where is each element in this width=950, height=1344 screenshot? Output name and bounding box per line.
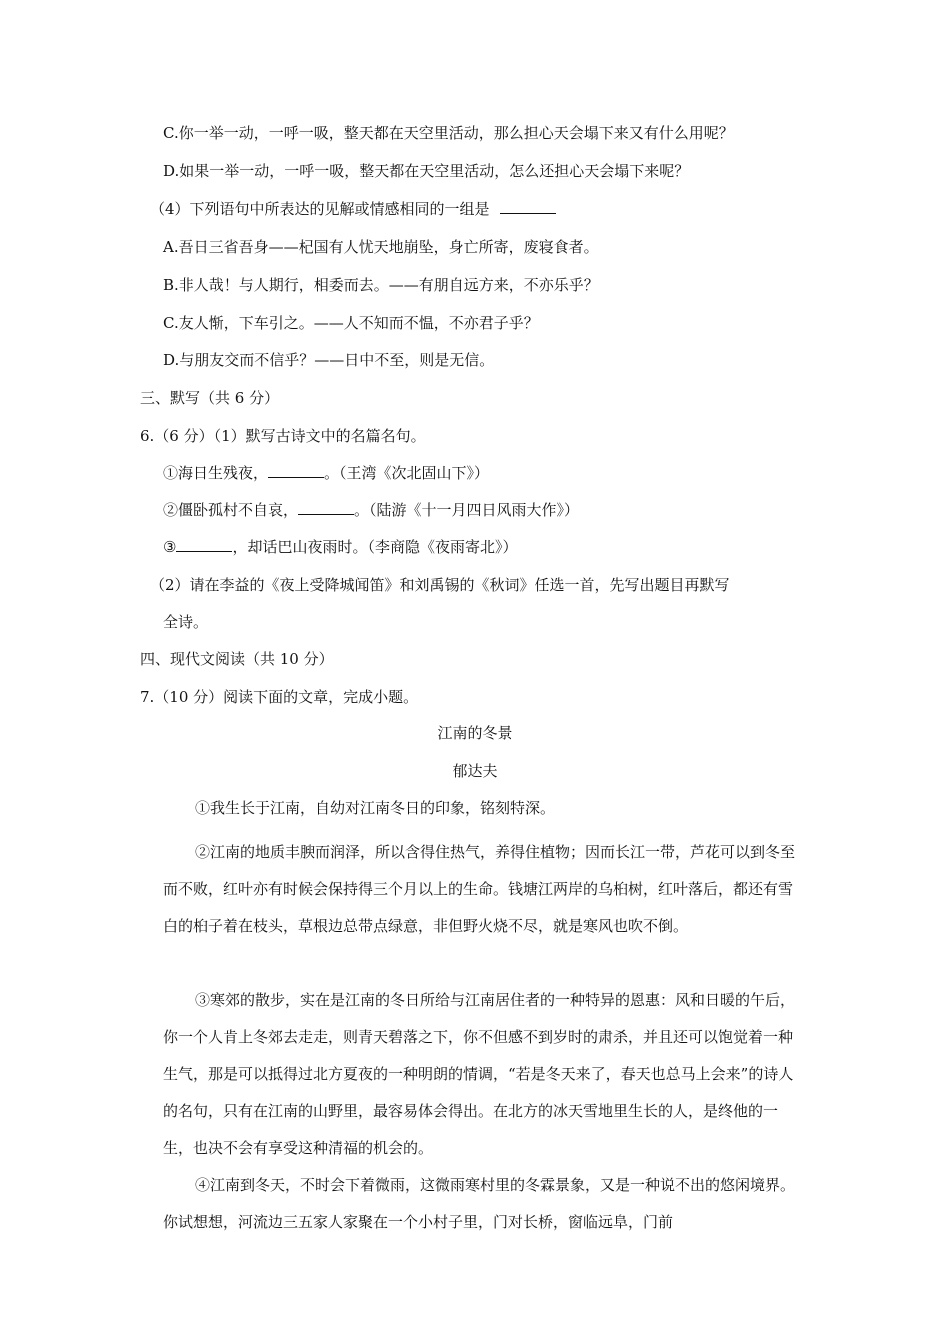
q5-sub4-option-b: B.非人哉！与人期行，相委而去。——有朋自远方来，不亦乐乎？: [163, 276, 599, 294]
article-paragraph-3: ③寒郊的散步，实在是江南的冬日所给与江南居住者的一种特异的恩惠：风和日暖的午后，你一个人肯上冬郊去走走，则青天碧落之下，你不但感不到岁时的肃杀，并且还可以饱觉着一种生气，那是可以抵得过北方夏夜的一种明朗的情调，“若是冬天来了，春天也总马上会来”的诗人的名句，只有在江南的山野里，最容易体会得出。在北方的冰天雪地里生长的人，是终他的一生，也决不会有享受这种清福的机会的。: [163, 991, 796, 1157]
q6-sub2-line1: （2）请在李益的《夜上受降城闻笛》和刘禹锡的《秋词》任选一首，先写出题目再默写: [150, 576, 730, 594]
q6-item-2: [163, 500, 579, 520]
answer-blank[interactable]: [298, 500, 354, 515]
q6-item-1-pre: ①海日生残夜，: [163, 464, 269, 482]
article-title: 江南的冬景: [437, 724, 513, 742]
answer-blank[interactable]: [500, 199, 556, 214]
q5-option-d: D.如果一举一动，一呼一吸，整天都在天空里活动，怎么还担心天会塌下来呢？: [163, 162, 690, 180]
q6-item-3-pre: ③: [163, 538, 177, 556]
q6-item-2-pre: ②僵卧孤村不自哀，: [163, 501, 299, 519]
article-author: 郁达夫: [452, 762, 498, 780]
section4-heading: 四、现代文阅读（共 10 分）: [140, 650, 334, 668]
q6-item-1-post: 。（王湾《次北固山下》）: [324, 464, 490, 482]
q5-sub4-option-d: D.与朋友交而不信乎？——日中不至，则是无信。: [163, 351, 495, 369]
q6-sub2-line2: 全诗。: [163, 613, 209, 631]
q6-item-1: [163, 463, 489, 483]
section3-heading: 三、默写（共 6 分）: [140, 389, 280, 407]
article-paragraph-2: ②江南的地质丰腴而润泽，所以含得住热气，养得住植物；因而长江一带，芦花可以到冬至而不败，红叶亦有时候会保持得三个月以上的生命。钱塘江两岸的乌桕树，红叶落后，都还有雪白的桕子着在枝头，草根边总带点绿意，非但野火烧不尽，就是寒风也吹不倒。: [163, 843, 796, 935]
q5-sub4-prompt: [150, 199, 556, 219]
q6-heading: 6.（6 分）（1）默写古诗文中的名篇名句。: [140, 427, 426, 445]
q5-option-c: C.你一举一动，一呼一吸，整天都在天空里活动，那么担心天会塌下来又有什么用呢？: [163, 124, 734, 142]
q6-item-2-post: 。（陆游《十一月四日风雨大作》）: [354, 501, 580, 519]
answer-blank[interactable]: [268, 463, 324, 478]
q5-sub4-option-c: C.友人惭，下车引之。——人不知而不愠，不亦君子乎？: [163, 314, 539, 332]
answer-blank[interactable]: [176, 537, 232, 552]
article-paragraph-1: ①我生长于江南，自幼对江南冬日的印象，铭刻特深。: [195, 799, 556, 817]
q5-sub4-option-a: A.吾日三省吾身——杞国有人忧天地崩坠，身亡所寄，废寝食者。: [163, 238, 599, 256]
q7-heading: 7.（10 分）阅读下面的文章，完成小题。: [140, 688, 419, 706]
q6-item-3-post: ，却话巴山夜雨时。（李商隐《夜雨寄北》）: [232, 538, 518, 556]
q6-item-3: [163, 537, 517, 557]
q5-sub4-prompt-text: （4）下列语句中所表达的见解或情感相同的一组是: [150, 200, 490, 218]
article-paragraph-4: ④江南到冬天，不时会下着微雨，这微雨寒村里的冬霖景象，又是一种说不出的悠闲境界。你试想想，河流边三五家人家聚在一个小村子里，门对长桥，窗临远阜，门前: [163, 1176, 796, 1231]
